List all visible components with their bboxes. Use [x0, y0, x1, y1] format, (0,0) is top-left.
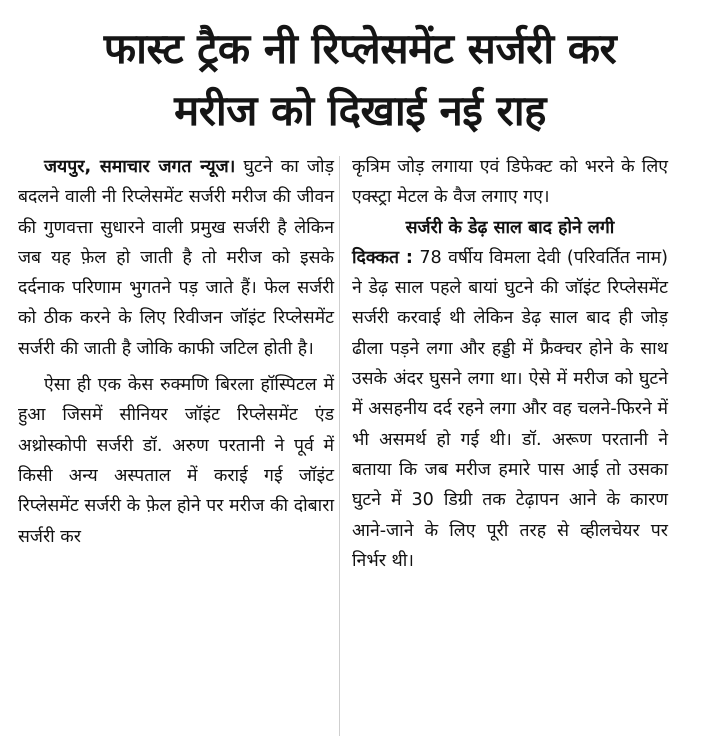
left-column — [18, 152, 334, 552]
headline-line-2: मरीज को दिखाई नई राह — [174, 86, 546, 135]
dateline: जयपुर, समाचार जगत न्यूज। — [44, 157, 236, 177]
article-paragraph: कृत्रिम जोड़ लगाया एवं डिफेक्ट को भरने के लिए एक्स्ट्रा मेटल के वैज लगाए गए। — [352, 157, 668, 208]
article-paragraph: ऐसा ही एक केस रुक्मणि बिरला हॉस्पिटल में हुआ जिसमें सीनियर जॉइंट रिप्लेसमेंट एंड अथ्रोस्कोपी सर्जरी डॉ. अरुण परतानी ने पूर्व में किसी अन्य अस्पताल में कराई गई जॉइंट रिप्लेसमेंट सर्जरी के फ़ेल होने पर मरीज की दोबारा सर्जरी कर — [18, 375, 334, 547]
article-paragraph — [352, 243, 668, 576]
article-text: घुटने का जोड़ बदलने वाली नी रिप्लेसमेंट सर्जरी मरीज की जीवन की गुणवत्ता सुधारने वाली प्रमुख सर्जरी है लेकिन जब यह फ़ेल हो जाती है तो मरीज को इसके दर्दनाक परिणाम भुगतने पड़ जाते हैं। फेल सर्जरी को ठीक करने के लिए रिवीजन जॉइंट रिप्लेसमेंट सर्जरी की जाती है जोकि काफी जटिल होती है। — [18, 157, 335, 359]
column-divider — [339, 156, 340, 736]
article-paragraph — [18, 152, 334, 364]
headline-line-1: फास्ट ट्रैक नी रिप्लेसमेंट सर्जरी कर — [103, 24, 617, 73]
subheading: सर्जरी के डेढ़ साल बाद होने लगी — [405, 217, 615, 238]
right-column — [352, 152, 668, 576]
headline — [0, 18, 720, 142]
article-text: 78 वर्षीय विमला देवी (परिवर्तित नाम) ने डेढ़ साल पहले बायां घुटने की जॉइंट रिप्लेसमेंट सर्जरी करवाई थी लेकिन डेढ़ साल बाद ही जोड़ ढीला पड़ने लगा और हड्डी में फ्रैक्चर होने के साथ उसके अंदर घुसने लगा था। ऐसे में मरीज को घुटने में असहनीय दर्द रहने लगा और वह चलने-फिरने में भी असमर्थ हो गई थी। डॉ. अरूण परतानी ने बताया कि जब मरीज हमारे पास आई तो उसका घुटने में 30 डिग्री तक टेढ़ापन आने के कारण आने-जाने के लिए पूरी तरह से व्हीलचेयर पर निर्भर थी। — [352, 247, 668, 571]
subheading-lead: दिक्कत : — [352, 247, 413, 268]
